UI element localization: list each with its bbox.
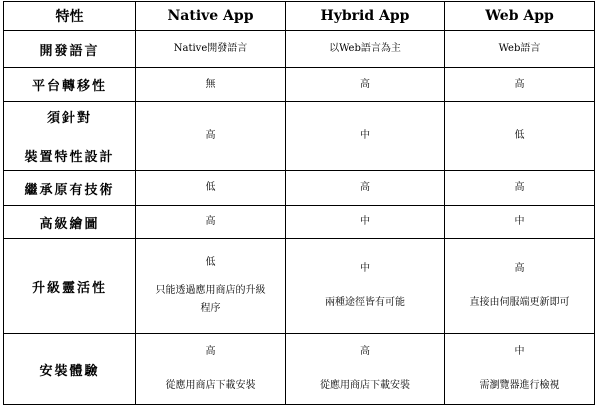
- row-label: 繼承原有技術: [4, 171, 136, 206]
- table-row: [4, 239, 595, 334]
- cell-native: 無: [136, 68, 286, 102]
- row-label: 安裝體驗: [4, 334, 136, 405]
- table-row: [4, 31, 595, 68]
- cell-hybrid: 以Web語言為主: [286, 31, 445, 68]
- cell-native: 低 只能透過應用商店的升級 程序: [136, 239, 286, 334]
- cell-hybrid: 中: [286, 102, 445, 171]
- cell-hybrid: 中: [286, 206, 445, 239]
- header-row: [4, 2, 595, 31]
- cell-web: 高: [445, 171, 595, 206]
- cell-hybrid: 中 兩種途徑皆有可能: [286, 239, 445, 334]
- cell-hybrid: 高: [286, 68, 445, 102]
- cell-hybrid: 高: [286, 171, 445, 206]
- row-label: 升級靈活性: [4, 239, 136, 334]
- header-feature: 特性: [4, 2, 136, 31]
- row-label: 平台轉移性: [4, 68, 136, 102]
- cell-web: 高: [445, 68, 595, 102]
- row-label: 高級繪圖: [4, 206, 136, 239]
- header-hybrid-app: Hybrid App: [286, 2, 445, 31]
- table-row: [4, 206, 595, 239]
- cell-web: 中: [445, 206, 595, 239]
- table-row: [4, 68, 595, 102]
- header-native-app: Native App: [136, 2, 286, 31]
- table-row: [4, 102, 595, 171]
- cell-web: Web語言: [445, 31, 595, 68]
- cell-web: 中 需瀏覽器進行檢視: [445, 334, 595, 405]
- table-row: [4, 171, 595, 206]
- cell-web: 低: [445, 102, 595, 171]
- cell-native: 低: [136, 171, 286, 206]
- comparison-table: [3, 1, 595, 405]
- cell-web: 高 直接由伺服端更新即可: [445, 239, 595, 334]
- cell-hybrid: 高 從應用商店下載安裝: [286, 334, 445, 405]
- row-label: 須針對 裝置特性設計: [4, 102, 136, 171]
- row-label: 開發語言: [4, 31, 136, 68]
- cell-native: 高 從應用商店下載安裝: [136, 334, 286, 405]
- table-row: [4, 334, 595, 405]
- cell-native: 高: [136, 206, 286, 239]
- header-web-app: Web App: [445, 2, 595, 31]
- cell-native: 高: [136, 102, 286, 171]
- cell-native: Native開發語言: [136, 31, 286, 68]
